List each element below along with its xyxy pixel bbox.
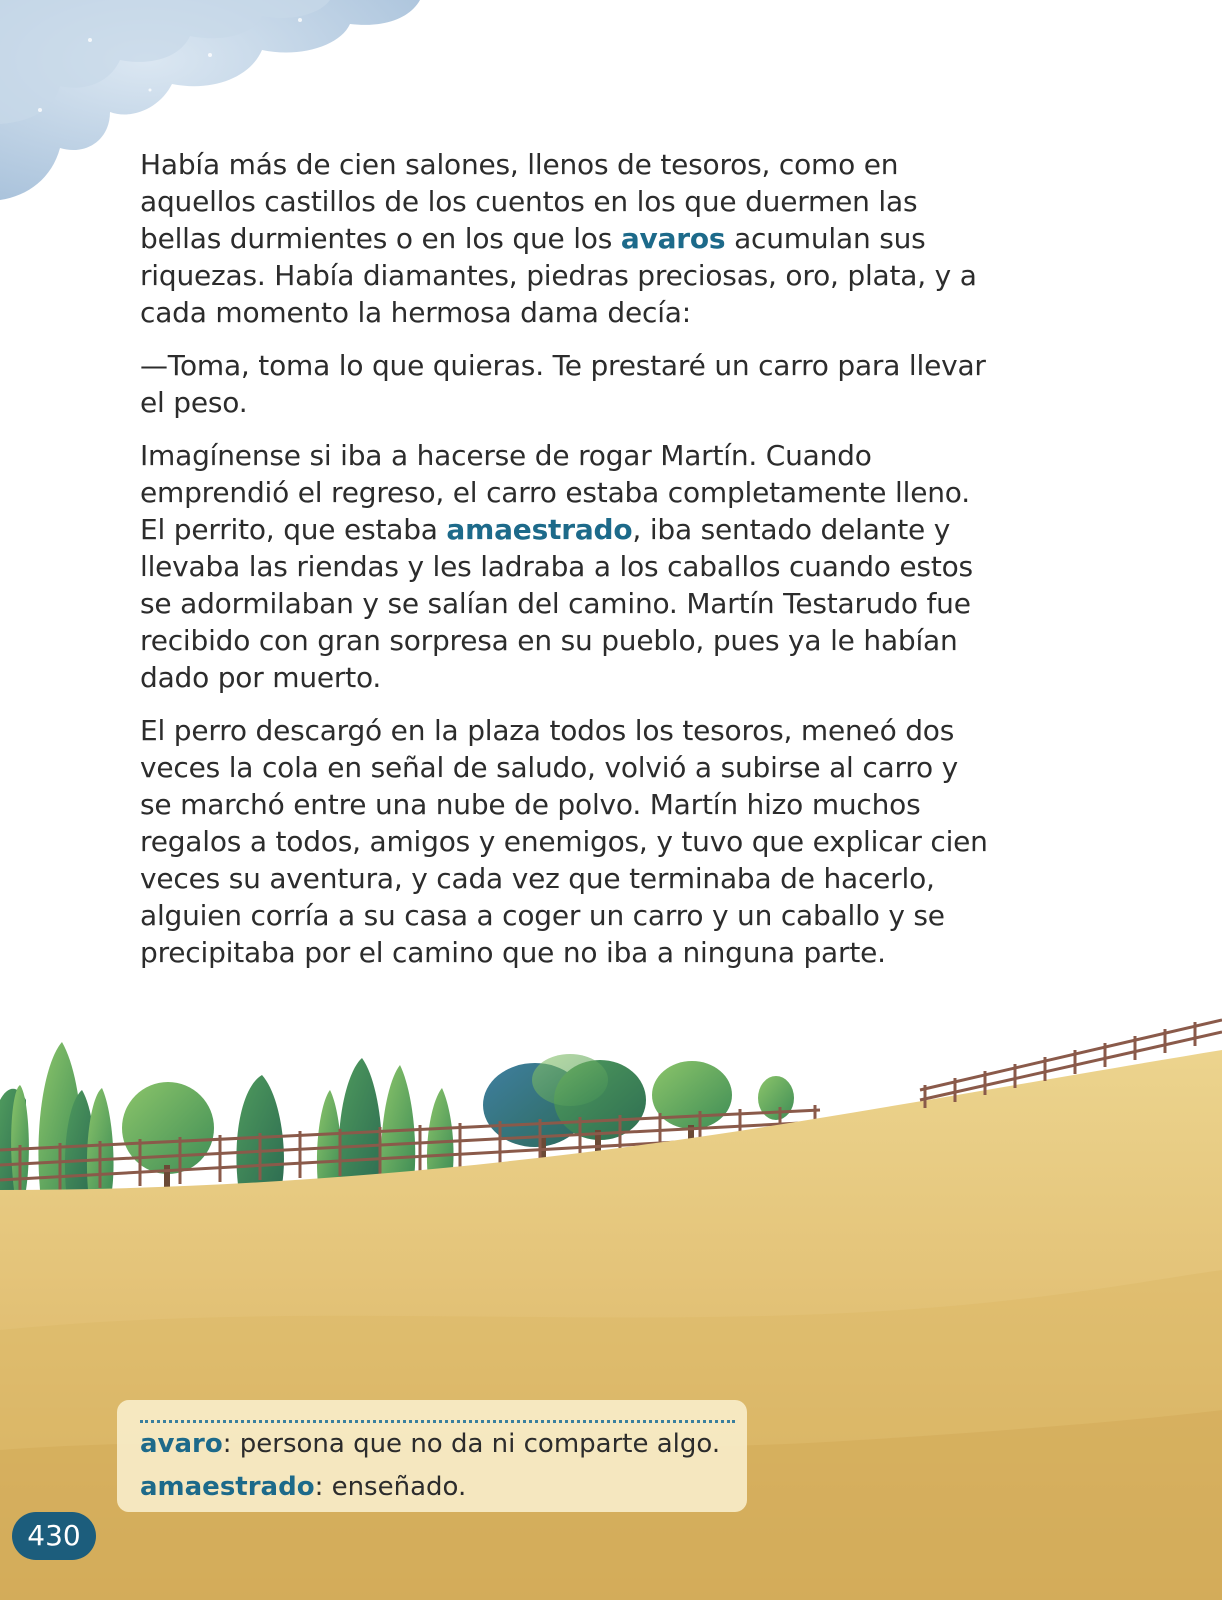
page-number-badge: 430 bbox=[12, 1512, 96, 1560]
story-text bbox=[140, 146, 990, 987]
glossary-divider bbox=[140, 1420, 735, 1423]
glossary-entry bbox=[140, 1471, 466, 1503]
story-paragraph-2: —Toma, toma lo que quieras. Te prestaré un carro para llevar el peso. bbox=[140, 349, 986, 419]
glossary-entry bbox=[140, 1428, 720, 1460]
glossary-definition: : persona que no da ni comparte algo. bbox=[222, 1429, 721, 1459]
glossary-box bbox=[117, 1400, 747, 1512]
story-paragraph-1: Había más de cien salones, llenos de tesoros, como en aquellos castillos de los cuentos en los que duermen las bellas durmientes o en los que los avaros acumulan sus riquezas. Había diamantes, piedras preciosas, oro, plata, y a cada momento la hermosa dama decía: bbox=[140, 148, 977, 329]
glossary-definition: : enseñado. bbox=[314, 1472, 467, 1502]
story-paragraph-4: El perro descargó en la plaza todos los tesoros, meneó dos veces la cola en señal de saludo, volvió a subirse al carro y se marchó entre una nube de polvo. Martín hizo muchos regalos a todos, amigos y enemigos, y tuvo que explicar cien veces su aventura, y cada vez que terminaba de hacerlo, alguien corría a su casa a coger un carro y un caballo y se precipitaba por el camino que no iba a ninguna parte. bbox=[140, 714, 988, 969]
glossary-term: avaro bbox=[140, 1429, 223, 1459]
glossary-term-avaros: avaros bbox=[620, 222, 726, 255]
glossary-term-amaestrado: amaestrado bbox=[446, 513, 633, 546]
story-paragraph-3: Imagínense si iba a hacerse de rogar Martín. Cuando emprendió el regreso, el carro estaba completamente lleno. El perrito, que estaba amaestrado, iba sentado delante y llevaba las riendas y les ladraba a los caballos cuando estos se adormilaban y se salían del camino. Martín Testarudo fue recibido con gran sorpresa en su pueblo, pues ya le habían dado por muerto. bbox=[140, 439, 973, 694]
glossary-term: amaestrado bbox=[140, 1472, 315, 1502]
